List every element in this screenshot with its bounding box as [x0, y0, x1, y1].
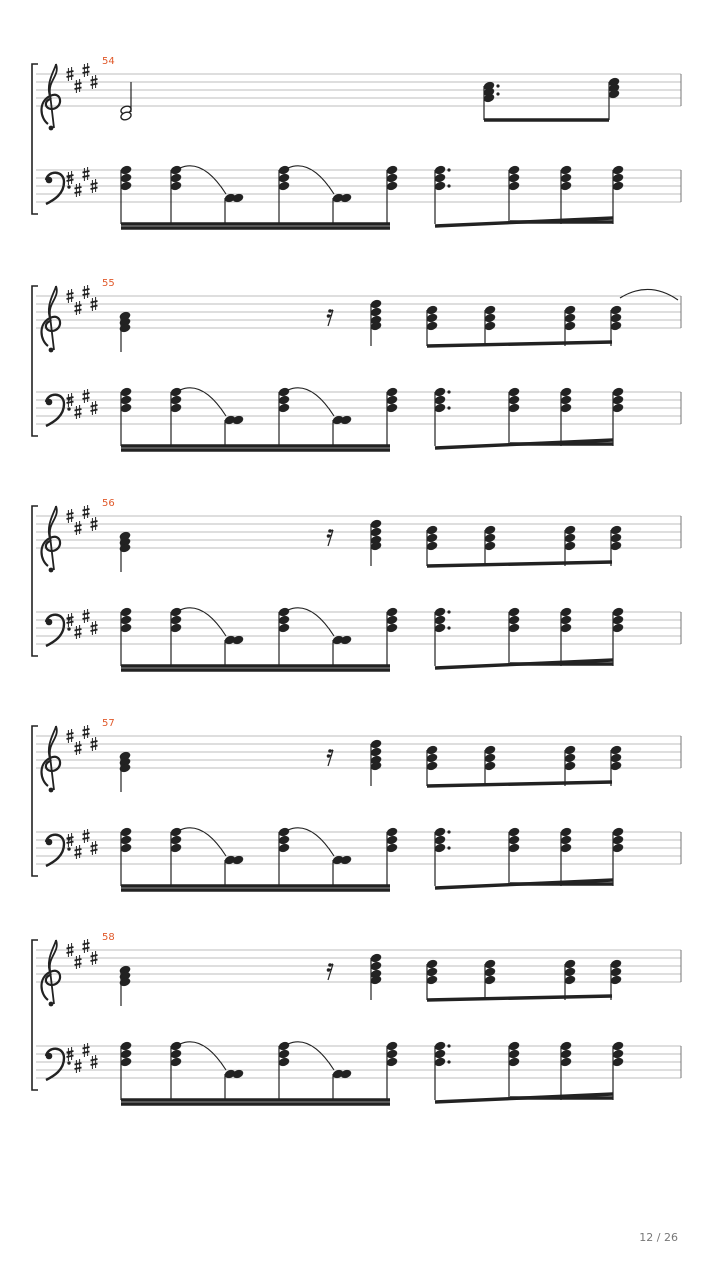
- notehead: [278, 395, 290, 405]
- sharp-icon: [75, 301, 82, 315]
- notehead: [560, 1049, 572, 1059]
- notehead: [386, 1049, 398, 1059]
- notehead: [386, 387, 398, 397]
- notehead: [170, 623, 182, 633]
- notehead: [434, 403, 446, 413]
- notehead: [484, 533, 496, 543]
- notehead: [508, 827, 520, 837]
- notehead: [612, 623, 624, 633]
- notehead: [370, 953, 382, 963]
- notehead: [612, 1057, 624, 1067]
- notehead: [560, 403, 572, 413]
- notehead: [434, 395, 446, 405]
- notehead: [434, 1049, 446, 1059]
- sharp-icon: [75, 741, 82, 755]
- notehead: [434, 1057, 446, 1067]
- augmentation-dot: [496, 84, 499, 87]
- system-bracket: [32, 726, 38, 876]
- notehead: [484, 761, 496, 771]
- notehead: [434, 1041, 446, 1051]
- notehead: [610, 975, 622, 985]
- notehead: [484, 975, 496, 985]
- notehead: [278, 615, 290, 625]
- notehead: [386, 843, 398, 853]
- notehead: [560, 623, 572, 633]
- notehead: [484, 321, 496, 331]
- notehead: [560, 395, 572, 405]
- notehead: [278, 1057, 290, 1067]
- notehead: [120, 181, 132, 191]
- notehead: [120, 165, 132, 175]
- notehead: [370, 527, 382, 537]
- system: [32, 56, 681, 228]
- notehead: [120, 615, 132, 625]
- notehead: [610, 525, 622, 535]
- beam: [427, 342, 612, 346]
- system: [32, 718, 681, 890]
- augmentation-dot: [447, 610, 450, 613]
- system: [32, 278, 681, 450]
- system-bracket: [32, 64, 38, 214]
- notehead: [370, 307, 382, 317]
- notehead: [564, 967, 576, 977]
- notehead: [278, 403, 290, 413]
- notehead: [386, 173, 398, 183]
- notehead: [508, 843, 520, 853]
- notehead: [278, 607, 290, 617]
- notehead: [278, 1041, 290, 1051]
- notehead: [508, 835, 520, 845]
- notehead: [120, 843, 132, 853]
- notehead: [120, 835, 132, 845]
- notehead: [610, 967, 622, 977]
- bass-clef-icon: [46, 173, 71, 204]
- augmentation-dot: [447, 168, 450, 171]
- augmentation-dot: [496, 92, 499, 95]
- notehead: [434, 843, 446, 853]
- notehead: [612, 403, 624, 413]
- notehead: [484, 313, 496, 323]
- notehead: [120, 387, 132, 397]
- sharp-icon: [75, 183, 82, 197]
- notehead: [120, 827, 132, 837]
- augmentation-dot: [447, 830, 450, 833]
- notehead: [386, 615, 398, 625]
- notehead: [508, 607, 520, 617]
- sharp-icon: [83, 505, 90, 519]
- system: [32, 932, 681, 1104]
- notehead: [564, 305, 576, 315]
- sharp-icon: [83, 63, 90, 77]
- notehead: [370, 299, 382, 309]
- notehead: [170, 835, 182, 845]
- notehead: [610, 533, 622, 543]
- sharp-icon: [83, 939, 90, 953]
- notehead: [370, 747, 382, 757]
- notehead: [610, 321, 622, 331]
- beam: [427, 562, 612, 566]
- sharp-icon: [75, 1059, 82, 1073]
- augmentation-dot: [447, 406, 450, 409]
- notehead: [564, 541, 576, 551]
- measure-number: 54: [102, 56, 115, 67]
- notehead: [508, 615, 520, 625]
- sharp-icon: [83, 725, 90, 739]
- notehead: [560, 827, 572, 837]
- system: [32, 498, 681, 670]
- notehead: [170, 173, 182, 183]
- notehead: [560, 173, 572, 183]
- notehead: [610, 305, 622, 315]
- notehead: [120, 1057, 132, 1067]
- augmentation-dot: [447, 184, 450, 187]
- notehead: [426, 959, 438, 969]
- notehead: [484, 541, 496, 551]
- notehead: [484, 967, 496, 977]
- notehead: [278, 173, 290, 183]
- system-bracket: [32, 940, 38, 1090]
- notehead: [278, 827, 290, 837]
- augmentation-dot: [447, 846, 450, 849]
- notehead: [120, 173, 132, 183]
- notehead: [278, 165, 290, 175]
- notehead: [386, 403, 398, 413]
- notehead: [386, 1041, 398, 1051]
- system-bracket: [32, 286, 38, 436]
- notehead: [170, 843, 182, 853]
- notehead: [560, 843, 572, 853]
- notehead: [612, 181, 624, 191]
- notehead: [610, 753, 622, 763]
- notehead: [484, 753, 496, 763]
- notehead: [560, 615, 572, 625]
- notehead: [370, 739, 382, 749]
- notehead: [610, 745, 622, 755]
- notehead: [508, 403, 520, 413]
- notehead: [612, 843, 624, 853]
- sharp-icon: [75, 955, 82, 969]
- notehead: [610, 761, 622, 771]
- notehead: [564, 745, 576, 755]
- notehead: [170, 387, 182, 397]
- notehead: [484, 525, 496, 535]
- notehead: [612, 1049, 624, 1059]
- notehead: [170, 607, 182, 617]
- notehead: [564, 959, 576, 969]
- notehead: [386, 1057, 398, 1067]
- notehead: [508, 1049, 520, 1059]
- notehead: [612, 607, 624, 617]
- augmentation-dot: [447, 1044, 450, 1047]
- notehead: [120, 1041, 132, 1051]
- notehead: [278, 623, 290, 633]
- notehead: [170, 403, 182, 413]
- notehead: [426, 967, 438, 977]
- notehead: [508, 623, 520, 633]
- notehead: [170, 615, 182, 625]
- notehead: [612, 165, 624, 175]
- notehead: [612, 173, 624, 183]
- augmentation-dot: [447, 390, 450, 393]
- notehead: [386, 395, 398, 405]
- notehead: [278, 843, 290, 853]
- notehead: [386, 607, 398, 617]
- tie: [620, 289, 678, 300]
- notehead: [170, 395, 182, 405]
- notehead: [564, 753, 576, 763]
- notehead: [120, 623, 132, 633]
- notehead: [170, 1057, 182, 1067]
- notehead: [426, 525, 438, 535]
- notehead: [434, 615, 446, 625]
- notehead: [508, 173, 520, 183]
- notehead: [120, 607, 132, 617]
- notehead: [560, 165, 572, 175]
- notehead: [386, 165, 398, 175]
- notehead: [564, 313, 576, 323]
- notehead: [170, 1049, 182, 1059]
- notehead: [560, 181, 572, 191]
- sharp-icon: [83, 609, 90, 623]
- notehead: [560, 607, 572, 617]
- bass-clef-icon: [46, 835, 71, 866]
- beam: [427, 996, 612, 1000]
- notehead: [508, 395, 520, 405]
- measure-number: 57: [102, 718, 115, 729]
- notehead: [564, 975, 576, 985]
- notehead: [508, 181, 520, 191]
- notehead: [610, 313, 622, 323]
- notehead: [386, 835, 398, 845]
- notehead: [434, 173, 446, 183]
- sharp-icon: [83, 167, 90, 181]
- notehead: [170, 1041, 182, 1051]
- notehead: [610, 959, 622, 969]
- notehead: [434, 827, 446, 837]
- notehead: [508, 1041, 520, 1051]
- notehead: [434, 165, 446, 175]
- measure-number: 55: [102, 278, 115, 289]
- beam: [427, 782, 612, 786]
- notehead: [612, 1041, 624, 1051]
- notehead: [610, 541, 622, 551]
- notehead: [426, 541, 438, 551]
- bass-clef-icon: [46, 1049, 71, 1080]
- notehead: [426, 305, 438, 315]
- notehead: [612, 387, 624, 397]
- bass-clef-icon: [46, 615, 71, 646]
- notehead: [560, 1057, 572, 1067]
- notehead: [426, 745, 438, 755]
- sharp-icon: [83, 1043, 90, 1057]
- notehead: [278, 387, 290, 397]
- sharp-icon: [75, 79, 82, 93]
- notehead: [560, 1041, 572, 1051]
- notehead: [434, 835, 446, 845]
- notehead: [434, 607, 446, 617]
- measure-number: 58: [102, 932, 115, 943]
- notehead: [612, 615, 624, 625]
- notehead: [386, 181, 398, 191]
- augmentation-dot: [447, 626, 450, 629]
- notehead: [560, 387, 572, 397]
- notehead: [426, 761, 438, 771]
- notehead: [170, 827, 182, 837]
- sharp-icon: [83, 389, 90, 403]
- notehead: [370, 519, 382, 529]
- notehead: [386, 623, 398, 633]
- sharp-icon: [75, 845, 82, 859]
- notehead: [508, 1057, 520, 1067]
- notehead: [612, 827, 624, 837]
- notehead: [426, 533, 438, 543]
- notehead: [434, 181, 446, 191]
- notehead: [120, 1049, 132, 1059]
- notehead: [560, 835, 572, 845]
- notehead: [426, 975, 438, 985]
- notehead: [170, 181, 182, 191]
- notehead: [278, 1049, 290, 1059]
- notehead: [120, 395, 132, 405]
- notehead: [278, 181, 290, 191]
- notehead: [426, 313, 438, 323]
- notehead: [434, 623, 446, 633]
- notehead: [386, 827, 398, 837]
- augmentation-dot: [447, 1060, 450, 1063]
- notehead: [564, 321, 576, 331]
- notehead: [612, 395, 624, 405]
- notehead: [508, 165, 520, 175]
- sharp-icon: [83, 285, 90, 299]
- system-bracket: [32, 506, 38, 656]
- notehead: [170, 165, 182, 175]
- notehead: [564, 525, 576, 535]
- notehead: [434, 387, 446, 397]
- measure-number: 56: [102, 498, 115, 509]
- notehead: [426, 321, 438, 331]
- sharp-icon: [75, 405, 82, 419]
- page-indicator: 12 / 26: [639, 1231, 678, 1244]
- bass-clef-icon: [46, 395, 71, 426]
- notehead: [426, 753, 438, 763]
- sharp-icon: [75, 521, 82, 535]
- notehead: [508, 387, 520, 397]
- notehead: [612, 835, 624, 845]
- notehead: [278, 835, 290, 845]
- notehead: [120, 403, 132, 413]
- notehead: [484, 959, 496, 969]
- notehead: [564, 761, 576, 771]
- sharp-icon: [83, 829, 90, 843]
- notehead: [370, 961, 382, 971]
- notehead: [484, 305, 496, 315]
- notehead: [484, 745, 496, 755]
- sharp-icon: [75, 625, 82, 639]
- notehead: [564, 533, 576, 543]
